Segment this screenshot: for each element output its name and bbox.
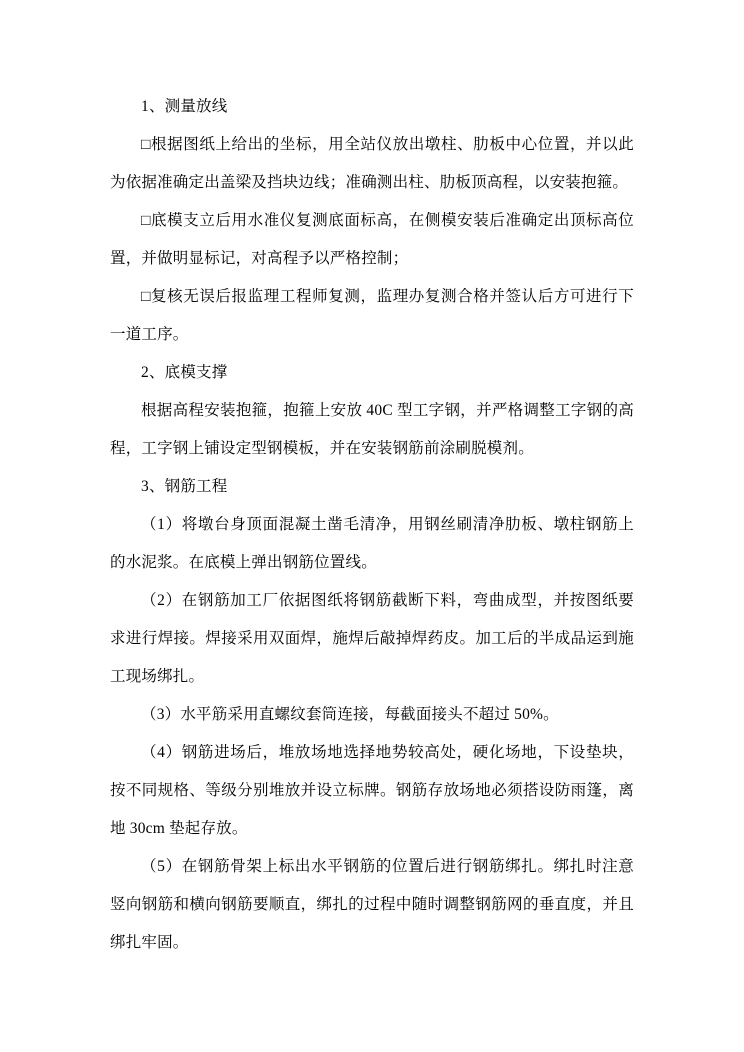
section-heading-2: 2、底模支撑 [141, 364, 228, 381]
paragraph: （2）在钢筋加工厂依据图纸将钢筋截断下料，弯曲成型，并按图纸要求进行焊接。焊接采用双面焊，施焊后敲掉焊药皮。加工后的半成品运到施工现场绑扎。 [110, 592, 634, 685]
paragraph: □根据图纸上给出的坐标，用全站仪放出墩柱、肋板中心位置，并以此为依据准确定出盖梁及挡块边线；准确测出柱、肋板顶高程，以安装抱箍。 [110, 136, 634, 191]
paragraph: （1）将墩台身顶面混凝土凿毛清净，用钢丝刷清净肋板、墩柱钢筋上的水泥浆。在底模上弹出钢筋位置线。 [110, 516, 634, 571]
paragraph: （3）水平筋采用直螺纹套筒连接，每截面接头不超过 50%。 [141, 706, 559, 723]
paragraph: □复核无误后报监理工程师复测，监理办复测合格并签认后方可进行下一道工序。 [110, 288, 634, 343]
section-heading-1: 1、测量放线 [141, 98, 228, 115]
section-heading-3: 3、钢筋工程 [141, 478, 228, 495]
paragraph: （4）钢筋进场后，堆放场地选择地势较高处，硬化场地，下设垫块，按不同规格、等级分别堆放并设立标牌。钢筋存放场地必须搭设防雨篷，离地 30cm 垫起存放。 [110, 744, 634, 837]
paragraph: □底模支立后用水准仪复测底面标高，在侧模安装后准确定出顶标高位置，并做明显标记，对高程予以严格控制； [110, 212, 634, 267]
paragraph: （5）在钢筋骨架上标出水平钢筋的位置后进行钢筋绑扎。绑扎时注意竖向钢筋和横向钢筋要顺直，绑扎的过程中随时调整钢筋网的垂直度，并且绑扎牢固。 [110, 858, 634, 951]
paragraph: 根据高程安装抱箍，抱箍上安放 40C 型工字钢，并严格调整工字钢的高程，工字钢上铺设定型钢模板，并在安装钢筋前涂刷脱模剂。 [110, 402, 634, 457]
